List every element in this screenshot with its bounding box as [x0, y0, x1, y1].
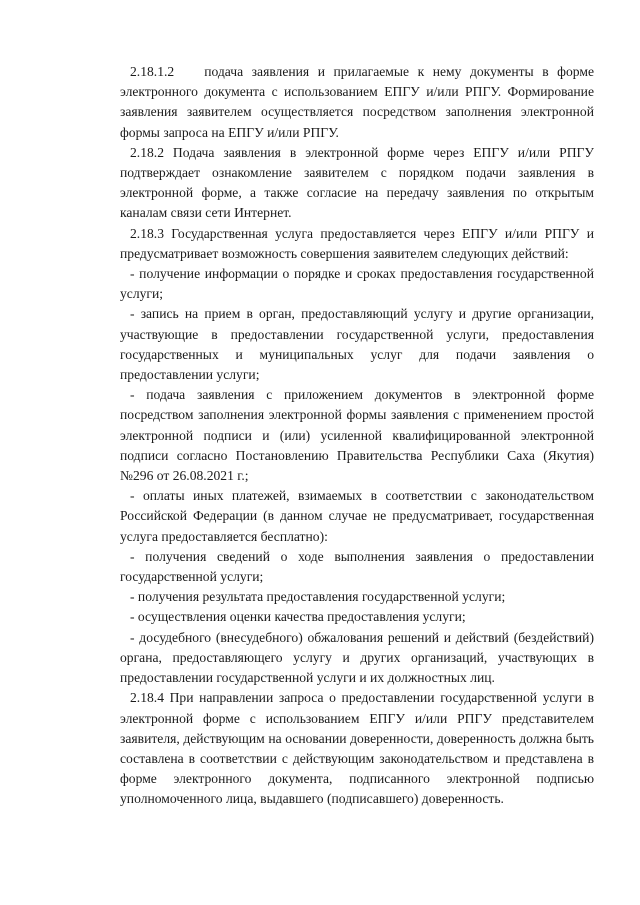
- paragraph-text: подача заявления и прилагаемые к нему документы в форме электронного документа с использованием ЕПГУ и/или РПГУ. Формирование заявления заявителем осуществляется посредством заполнения электронной формы запроса на ЕПГУ и/или РПГУ.: [120, 64, 594, 140]
- paragraph-2-18-4: 2.18.4 При направлении запроса о предоставлении государственной услуги в электронной форме с использованием ЕПГУ и/или РПГУ представителем заявителя, действующим на основании доверенности, доверенность должна быть составлена в соответствии с действующим законодательством и представлена в форме электронного документа, подписанного электронной подписью уполномоченного лица, выдавшего (подписавшего) доверенность.: [120, 690, 594, 807]
- paragraph-2-18-1-2: [120, 62, 594, 143]
- list-item: - запись на прием в орган, предоставляющий услугу и другие организации, участвующие в предоставлении государственной услуги, предоставления государственных и муниципальных услуг для подачи заявления о предоставлении услуги;: [120, 306, 594, 383]
- paragraph-2-18-3: 2.18.3 Государственная услуга предоставляется через ЕПГУ и/или РПГУ и предусматривает возможность совершения заявителем следующих действий:: [120, 225, 594, 261]
- list-item: - получение информации о порядке и сроках предоставления государственной услуги;: [120, 266, 594, 302]
- paragraph-2-18-2: 2.18.2 Подача заявления в электронной форме через ЕПГУ и/или РПГУ подтверждает ознакомление заявителем с порядком подачи заявления в электронной форме, а также согласие на передачу заявления по открытым каналам связи сети Интернет.: [120, 144, 594, 221]
- list-item: - досудебного (внесудебного) обжалования решений и действий (бездействий) органа, предоставляющего услугу и других организаций, участвующих в предоставлении государственной услуги и их должностных лиц.: [120, 629, 594, 686]
- paragraph-number: 2.18.1.2: [130, 64, 175, 79]
- list-item: - осуществления оценки качества предоставления услуги;: [130, 609, 466, 625]
- list-item: - подача заявления с приложением документов в электронной форме посредством заполнения электронной формы заявления с применением простой электронной подписи и (или) усиленной квалифицированной электронной подписи согласно Постановлению Правительства Республики Саха (Якутия) №296 от 26.08.2021 г.;: [120, 387, 594, 484]
- document-page: [120, 62, 594, 810]
- list-item: - получения сведений о ходе выполнения заявления о предоставлении государственной услуги;: [120, 548, 594, 585]
- list-item: - оплаты иных платежей, взимаемых в соответствии с законодательством Российской Федерации (в данном случае не предусматривает, государственная услуга предоставляется бесплатно):: [120, 488, 594, 544]
- list-item: - получения результата предоставления государственной услуги;: [130, 589, 506, 605]
